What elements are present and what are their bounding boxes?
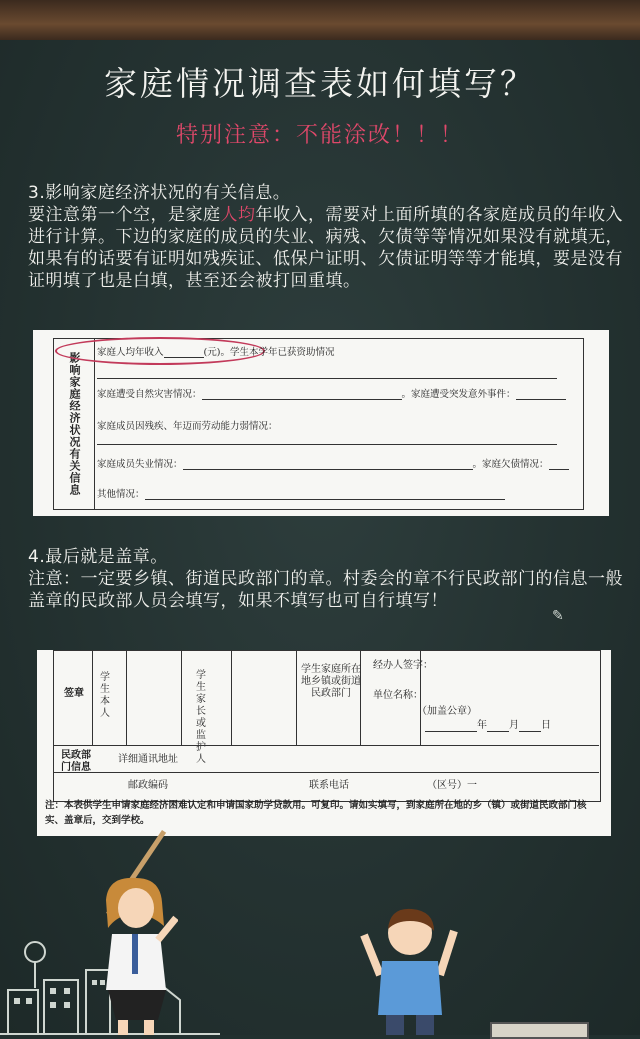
section-3-text bbox=[28, 182, 628, 292]
form2-unit: 单位名称： bbox=[373, 690, 423, 701]
form-excerpt-seal bbox=[37, 650, 611, 836]
section-3-heading: 3.影响家庭经济状况的有关信息。 bbox=[28, 183, 291, 203]
form1-row-unemployment: 家庭成员失业情况： 。家庭欠债情况： bbox=[97, 456, 569, 470]
form1-row-other: 其他情况： bbox=[97, 486, 505, 500]
teacher-girl-icon bbox=[96, 870, 178, 1035]
form2-date: 年 月 日 bbox=[425, 720, 595, 732]
form-excerpt-economic-info bbox=[33, 330, 609, 516]
highlight-per-capita: 人均 bbox=[220, 205, 256, 225]
section-4-text bbox=[28, 546, 628, 612]
warning-text: 特别注意：不能涂改！！！ bbox=[175, 123, 464, 148]
form2-info-label: 民政部门信息 bbox=[61, 750, 91, 773]
form2-seal: （加盖公章） bbox=[417, 706, 477, 717]
form2-area-code: （区号）一 bbox=[427, 780, 477, 791]
chalk-scribble-icon: ✎ bbox=[552, 608, 564, 624]
form2-handler: 经办人签字： bbox=[373, 660, 433, 671]
form1-row-disaster: 家庭遭受自然灾害情况： 。家庭遭受突发意外事件： bbox=[97, 386, 566, 400]
form2-postcode: 邮政编码 bbox=[128, 780, 168, 791]
section-3-body: 要注意第一个空，是家庭人均年收入，需要对上面所填的各家庭成员的年收入进行计算。下边的家庭的成员的失业、病残、欠债等等情况如果没有就填无，如果有的话要有证明如残疾证、低保户证明、欠债证明等等才能填，要是没有证明填了也是白填，甚至还会被打回重填。 bbox=[28, 205, 623, 291]
form2-note: 注：本表供学生申请家庭经济困难认定和申请国家助学贷款用。可复印。请如实填写，到家庭所在地的乡（镇）或街道民政部门核实、盖章后，交到学校。 bbox=[45, 800, 587, 826]
form1-side-label: 影响家庭经济状况有关信息 bbox=[53, 338, 95, 510]
form2-phone: 联系电话 bbox=[309, 780, 349, 791]
form2-civil-dept: 学生家庭所在地乡镇或街道民政部门 bbox=[301, 664, 361, 699]
section-4-body: 注意：一定要乡镇、街道民政部门的章。村委会的章不行民政部门的信息一般盖章的民政部人员会填写，如果不填写也可自行填写！ bbox=[28, 569, 623, 611]
form2-student: 学生本人 bbox=[100, 672, 110, 719]
section-4-heading: 4.最后就是盖章。 bbox=[28, 547, 168, 567]
chalkboard-eraser-icon bbox=[490, 1022, 589, 1039]
form2-address: 详细通讯地址 bbox=[118, 754, 178, 765]
form2-guardian: 学生家长或监护人 bbox=[196, 670, 206, 765]
form2-sign-label: 签章 bbox=[64, 688, 84, 699]
page-title: 家庭情况调查表如何填写？ bbox=[104, 64, 536, 103]
form1-row-disability: 家庭成员因残疾、年迈而劳动能力弱情况： bbox=[97, 421, 278, 432]
student-boy-icon bbox=[360, 905, 460, 1035]
form1-row-income: 家庭人均年收入 (元)。学生本学年已获资助情况 bbox=[97, 347, 335, 358]
chalkboard-frame bbox=[0, 0, 640, 40]
